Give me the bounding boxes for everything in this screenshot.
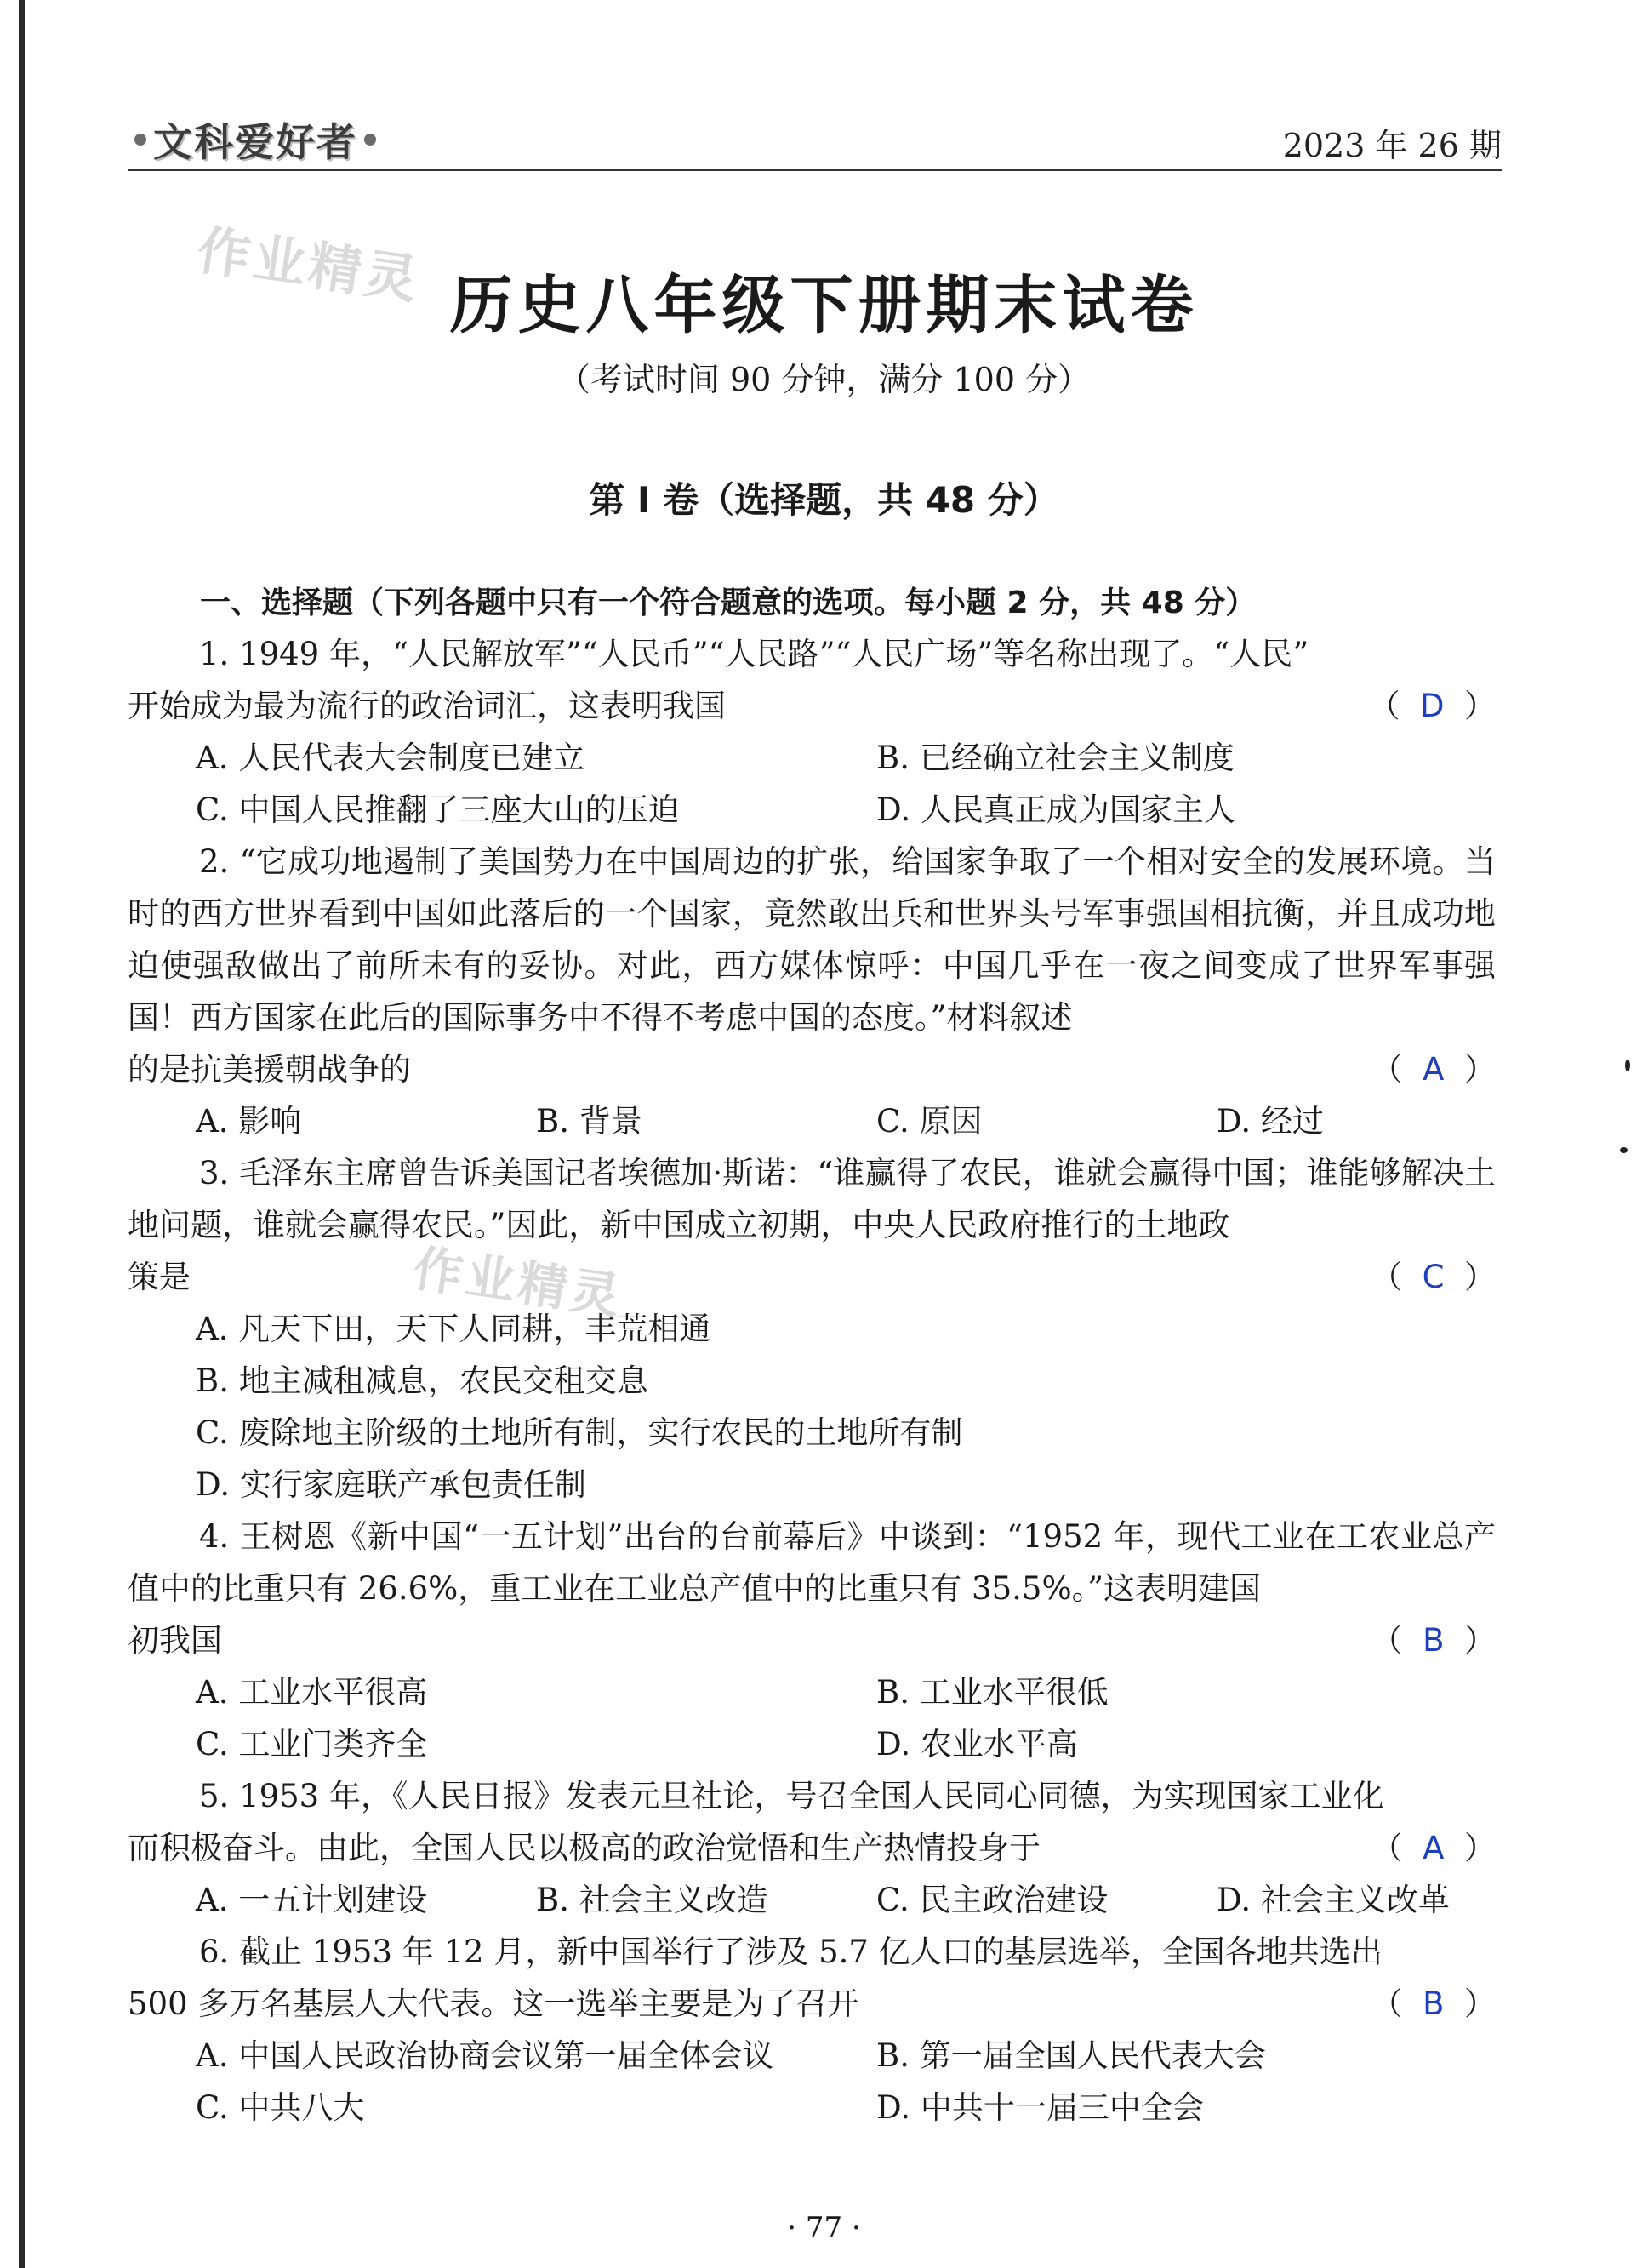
instructions: 一、选择题（下列各题中只有一个符合题意的选项。每小题 2 分，共 48 分） (200, 586, 1257, 620)
answer-bracket: （ C ） (1371, 1259, 1496, 1295)
scan-speck (1625, 1060, 1630, 1071)
question-stem: 3. 毛泽东主席曾告诉美国记者埃德加·斯诺：“谁赢得了农民，谁就会赢得中国；谁能够解决土地问题，谁就会赢得农民。”因此，新中国成立初期，中央人民政府推行的土地政 (128, 1155, 1496, 1243)
question-stem-last (128, 680, 1496, 732)
answer-bracket: （ A ） (1371, 1051, 1496, 1088)
option: D. 实行家庭联产承包责任制 (196, 1466, 586, 1503)
option: C. 废除地主阶级的土地所有制，实行农民的土地所有制 (196, 1414, 963, 1451)
question (128, 1511, 1496, 1770)
answer-bracket: （ B ） (1371, 1622, 1496, 1659)
options (128, 1666, 1496, 1770)
question-stem-end: 策是 (128, 1259, 191, 1295)
option: B. 工业水平很低 (876, 1674, 1109, 1711)
option: C. 工业门类齐全 (196, 1726, 428, 1762)
option: A. 工业水平很高 (196, 1674, 428, 1711)
page-number: · 77 · (787, 2211, 861, 2245)
question (128, 628, 1496, 836)
question (128, 1926, 1496, 2134)
option: A. 一五计划建设 (196, 1882, 428, 1918)
option: C. 原因 (876, 1103, 983, 1140)
question (128, 1770, 1496, 1926)
option: A. 人民代表大会制度已建立 (196, 740, 585, 776)
option: B. 地主减租减息，农民交租交息 (196, 1363, 648, 1399)
question-stem: 2. “它成功地遏制了美国势力在中国周边的扩张，给国家争取了一个相对安全的发展环境。当时的西方世界看到中国如此落后的一个国家，竟然敢出兵和世界头号军事强国相抗衡，并且成功地迫使强敌做出了前所未有的妥协。对此，西方媒体惊呼：中国几乎在一夜之间变成了世界军事强国！西方国家在此后的国际事务中不得不考虑中国的态度。”材料叙述 (128, 843, 1496, 1036)
answer-letter: B (1423, 1985, 1445, 2022)
question-stem-last (128, 1978, 1496, 2030)
option: D. 社会主义改革 (1217, 1882, 1450, 1918)
option: A. 影响 (196, 1103, 302, 1140)
option: D. 经过 (1217, 1103, 1324, 1140)
option: C. 中共八大 (196, 2089, 365, 2126)
issue-number: 2023 年 26 期 (1282, 127, 1502, 164)
option: D. 人民真正成为国家主人 (876, 791, 1235, 828)
option: C. 民主政治建设 (876, 1882, 1109, 1918)
answer-letter: D (1419, 688, 1445, 724)
options (128, 1874, 1496, 1926)
option: D. 中共十一届三中全会 (876, 2089, 1204, 2126)
question-stem-end: 初我国 (128, 1622, 222, 1659)
option: B. 社会主义改造 (536, 1882, 768, 1918)
section-title: 第 I 卷（选择题，共 48 分） (589, 479, 1059, 521)
question-stem: 1. 1949 年，“人民解放军”“人民币”“人民路”“人民广场”等名称出现了。“人民” (199, 636, 1309, 672)
question-stem-end: 开始成为最为流行的政治词汇，这表明我国 (128, 688, 726, 724)
option: B. 第一届全国人民代表大会 (876, 2037, 1266, 2074)
question-stem-last (128, 1043, 1496, 1095)
option: B. 已经确立社会主义制度 (876, 740, 1235, 776)
brand-dot-icon (364, 134, 376, 146)
scan-speck (1620, 1147, 1628, 1153)
question (128, 1147, 1496, 1511)
brand-logo (128, 116, 383, 163)
question-stem: 6. 截止 1953 年 12 月，新中国举行了涉及 5.7 亿人口的基层选举，全国各地共选出 (199, 1934, 1383, 1970)
answer-letter: A (1423, 1830, 1445, 1866)
question (128, 836, 1496, 1147)
options (128, 2030, 1496, 2134)
page-header (128, 112, 1502, 171)
question-stem: 5. 1953 年，《人民日报》发表元旦社论，号召全国人民同心同德，为实现国家工业化 (199, 1778, 1384, 1814)
answer-bracket: （ A ） (1371, 1830, 1496, 1866)
page-title: 历史八年级下册期末试卷 (449, 269, 1199, 342)
brand-dot-icon (134, 134, 146, 146)
options (128, 1303, 1496, 1511)
option: B. 背景 (536, 1103, 642, 1140)
answer-letter: B (1423, 1622, 1445, 1659)
option: D. 农业水平高 (876, 1726, 1078, 1762)
question-stem: 4. 王树恩《新中国“一五计划”出台的台前幕后》中谈到：“1952 年，现代工业在工农业总产值中的比重只有 26.6%，重工业在工业总产值中的比重只有 35.5%。”这表明建国 (128, 1518, 1496, 1607)
option: C. 中国人民推翻了三座大山的压迫 (196, 791, 680, 828)
watermark: 作业精灵 (409, 1239, 627, 1326)
question-stem-end: 的是抗美援朝战争的 (128, 1051, 411, 1088)
question-list (128, 628, 1496, 2134)
answer-bracket: （ B ） (1371, 1985, 1496, 2022)
option: A. 凡天下田，天下人同耕，丰荒相通 (196, 1311, 711, 1347)
question-stem-end: 500 多万名基层人大代表。这一选举主要是为了召开 (128, 1985, 859, 2022)
question-stem-end: 而积极奋斗。由此，全国人民以极高的政治觉悟和生产热情投身于 (128, 1830, 1041, 1866)
options (128, 732, 1496, 836)
brand-text: 文科爱好者 (153, 119, 357, 165)
question-stem-last (128, 1251, 1496, 1303)
watermark: 作业精灵 (193, 218, 425, 311)
question-stem-last (128, 1614, 1496, 1666)
page-subtitle: （考试时间 90 分钟，满分 100 分） (557, 361, 1091, 398)
answer-bracket: （ D ） (1368, 688, 1496, 724)
question-stem-last (128, 1822, 1496, 1874)
answer-letter: A (1423, 1051, 1445, 1088)
options (128, 1095, 1496, 1147)
answer-letter: C (1422, 1259, 1445, 1295)
option: A. 中国人民政治协商会议第一届全体会议 (196, 2037, 774, 2074)
